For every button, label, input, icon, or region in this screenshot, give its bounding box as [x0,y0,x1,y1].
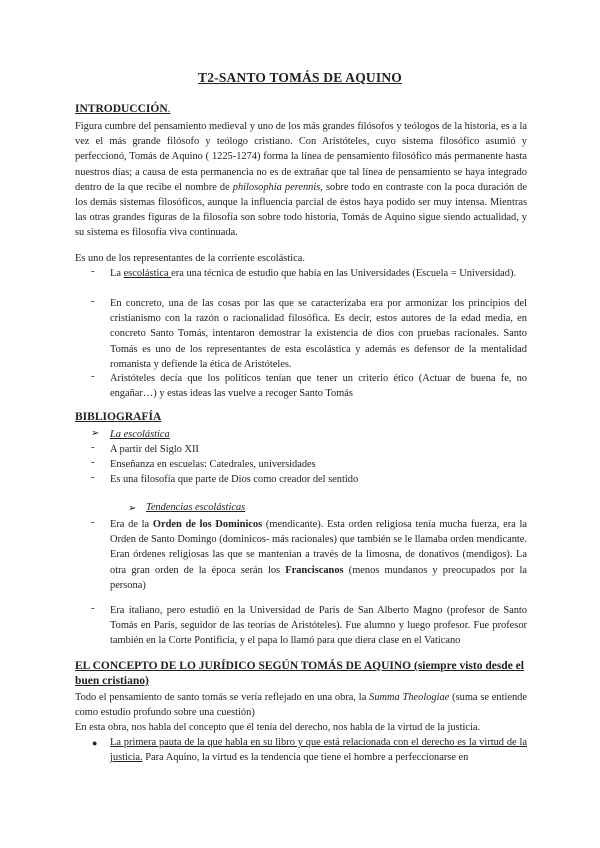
item-underlined: escolástica [123,268,172,279]
intro-paragraph [75,119,527,241]
list-item [110,266,527,281]
concepto-paragraph [75,690,527,720]
biblio-heading: BIBLIOGRAFÍA [75,411,162,423]
dash-marker: - [91,266,95,277]
item-pre: Era de la [110,519,153,530]
item-bold-2: Franciscanos [285,564,344,576]
item-mid: (mendicante). Esta orden religiosa tenía mucha fuerza, era la Orden de Santo Domingo (dominicos- más racionales) que también se le llamaba orden mendicante. Eran órdenes religiosas las que se mantenían a través de la limosna, de donativos (mendigos). La otra gran orden de la época serán los [110,519,527,576]
list-item: Era italiano, pero estudió en la Universidad de París de San Alberto Magno (profesor de Santo Tomás en París, seguidor de las teorías de Aristóteles). Fue alumno y luego profesor. Fue profesor también en la Corte Pontificia, y el papa lo llamó para que diera clase en el Vaticano [110,605,527,647]
dash-marker: - [91,517,95,528]
list-item: En concreto, una de las cosas por las que se caracterizaba era por armonizar los principios del cristianismo con la razón o racionalidad filosófica. Es decir, estos autores de la edad media, en concreto Santo Tomás, intentaron demostrar la existencia de dios con pruebas racionales. Santo Tomás es uno de los representantes de esta escolástica y además es defensor de la mentalidad romanista y defiende la ética de Aristóteles. [110,298,527,370]
sub-heading-tendencias: Tendencias escolásticas [146,502,246,513]
item-underlined: La primera pauta de la que habla en su libro y que está relacionada con el derecho es la virtud de la justicia. [110,737,527,764]
intro-heading [75,103,171,115]
list-item [110,517,527,593]
dash-marker: - [91,472,95,483]
arrow-bullet-icon: ➢ [91,428,100,439]
dash-marker: - [91,296,95,307]
dash-marker: - [91,371,95,382]
item-post: era una técnica de estudio que había en las Universidades (Escuela = Universidad). [171,268,517,279]
dash-marker: - [91,457,95,468]
intro-para-a: Figura cumbre del pensamiento medieval y uno de los más grandes filósofos y teólogos de la historia, es a la vez el más grande filósofo y teólogo cristiano. Con Aristóteles, cuyo sistema filosófico asumió y perfeccionó, Tomás de Aquino ( 1225-1274) forma la línea de pensamiento filosófico más permanente hasta nuestros días; a causa de esta permanencia no es de extrañar que tal línea de pensamiento se haya integrado dentro de la que recibe el nombre de [75,121,527,193]
concepto-paragraph-2: En esta obra, nos habla del concepto que él tenía del derecho, nos habla de la virtud de la justicia. [75,722,481,733]
page-title: T2-SANTO TOMÁS DE AQUINO [198,70,402,85]
concepto-p1-post: (suma se entiende como estudio profundo sobre una cuestión) [75,692,527,719]
list-item [110,735,527,765]
concepto-p1-pre: Todo el pensamiento de santo tomás se vería reflejado en una obra, la [75,692,370,703]
list-item: Es una filosofía que parte de Dios como creador del sentido [110,474,359,485]
dash-marker: - [91,603,95,614]
bullet-dot-icon: ● [92,738,98,748]
list-item: A partir del Siglo XII [110,444,199,455]
dash-marker: - [91,442,95,453]
intro-heading-suffix: . [167,103,171,115]
intro-paragraph-2: Es uno de los representantes de la corriente escolástica. [75,253,305,264]
concepto-heading: EL CONCEPTO DE LO JURÍDICO SEGÚN TOMÁS DE AQUINO (siempre visto desde el buen cristiano) [75,660,524,687]
list-item: Enseñanza en escuelas: Catedrales, universidades [110,459,316,470]
item-post: Para Aquino, la virtud es la tendencia que tiene el hombre a perfeccionarse en [142,752,469,764]
intro-para-b: , sobre todo en contraste con la poca duración de los demás sistemas filosóficos, aunque la influencia parcial de éstos haya podido ser muy intensa. Mientras las otras grandes figuras de la filosofía son sobre todo historia, Tomás de Aquino sigue siendo actualidad, y su sistema es filosofía viva continuada. [75,181,527,239]
arrow-bullet-icon: ➢ [128,503,137,514]
concepto-p1-italic: Summa Theologiae [369,692,450,703]
list-item: Aristóteles decía que los políticos tenían que tener un criterio ético (Actuar de buena fe, no engañar…) y estas ideas las vuelve a recoger Santo Tomás [110,373,527,400]
item-post: (menos mundanos y preocupados por la persona) [110,564,527,591]
sub-heading-escolastica: La escolástica [110,429,170,440]
item-pre: La [110,268,124,279]
item-bold: Orden de los Dominicos [152,519,263,530]
intro-heading-text: INTRODUCCIÓN [75,103,168,115]
intro-para-italic: philosophia perennis [232,181,321,193]
